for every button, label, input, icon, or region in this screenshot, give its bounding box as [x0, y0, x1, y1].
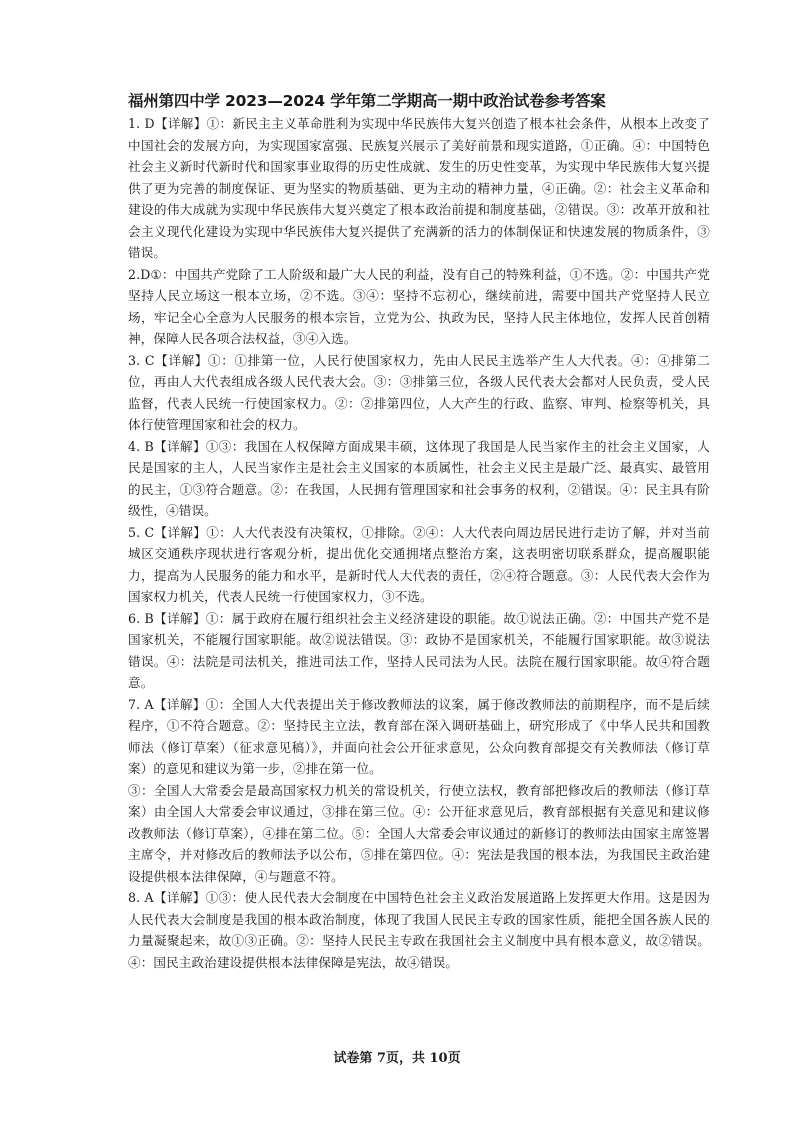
answer-paragraph: 6. B【详解】①：属于政府在履行组织社会主义经济建设的职能。故①说法正确。②：中国共产党不是国家机关，不能履行国家职能。故②说法错误。③：政协不是国家机关，不能履行国家职能。故③说法错误。④：法院是司法机关，推进司法工作，坚持人民司法为人民。法院在履行国家职能。故④符合题意。 — [128, 610, 710, 690]
answer-item-1 — [128, 113, 710, 264]
answer-paragraph: 2.D①：中国共产党除了工人阶级和最广大人民的利益，没有自己的特殊利益，①不选。②：中国共产党坚持人民立场这一根本立场，②不选。③④：坚持不忘初心，继续前进，需要中国共产党坚持人民立场，牢记全心全意为人民服务的根本宗旨，立党为公、执政为民，坚持人民主体地位，发挥人民首创精神，保障人民各项合法权益，③④入选。 — [128, 266, 710, 346]
answer-item-6 — [128, 608, 710, 694]
answer-paragraph: ③：全国人大常委会是最高国家权力机关的常设机关，行使立法权，教育部把修改后的教师法（修订草案）由全国人大常委会审议通过，③排在第三位。④：公开征求意见后，教育部根据有关意见和建议修改教师法（修订草案），④排在第二位。⑤：全国人大常委会审议通过的新修订的教师法由国家主席签署主席令，并对修改后的教师法予以公布，⑤排在第四位。④：宪法是我国的根本法，为我国民主政治建设提供根本法律保障，④与题意不符。 — [128, 782, 710, 884]
answer-paragraph: 7. A【详解】①：全国人大代表提出关于修改教师法的议案，属于修改教师法的前期程序，而不是后续程序，①不符合题意。②：坚持民主立法，教育部在深入调研基础上，研究形成了《中华人民共和国教师法（修订草案）（征求意见稿）》，并面向社会公开征求意见，公众向教育部提交有关教师法（修订草案）的意见和建议为第一步，②排在第一位。 — [128, 696, 710, 776]
page-footer: 试卷第 7页，共 10页 — [333, 1051, 461, 1066]
answer-sheet-page — [128, 90, 710, 973]
answer-paragraph: 5. C【详解】①：人大代表没有决策权，①排除。②④：人大代表向周边居民进行走访了解，并对当前城区交通秩序现状进行客观分析，提出优化交通拥堵点整治方案，这表明密切联系群众，提高履职能力，提高为人民服务的能力和水平，是新时代人大代表的责任，②④符合题意。③：人民代表大会作为国家权力机关，代表人民统一行使国家权力，③不选。 — [128, 524, 710, 604]
answer-item-8 — [128, 887, 710, 973]
answer-item-4 — [128, 436, 710, 522]
answer-item-2 — [128, 264, 710, 350]
answer-paragraph: 3. C【详解】①：①排第一位，人民行使国家权力，先由人民民主选举产生人大代表。④：④排第二位，再由人大代表组成各级人民代表大会。③：③排第三位，各级人民代表大会都对人民负责，受人民监督，代表人民统一行使国家权力。②：②排第四位，人大产生的行政、监察、审判、检察等机关，具体行使管理国家和社会的权力。 — [128, 352, 710, 432]
answer-item-3 — [128, 350, 710, 436]
answer-paragraph: 8. A【详解】①③：使人民代表大会制度在中国特色社会主义政治发展道路上发挥更大作用。这是因为人民代表大会制度是我国的根本政治制度，体现了我国人民民主专政的国家性质，能把全国各族人民的力量凝聚起来，故①③正确。②：坚持人民民主专政在我国社会主义制度中具有根本意义，故②错误。④：国民主政治建设提供根本法律保障是宪法，故④错误。 — [128, 890, 710, 970]
document-title: 福州第四中学 2023—2024 学年第二学期高一期中政治试卷参考答案 — [128, 92, 606, 110]
answer-item-5 — [128, 522, 710, 608]
answer-item-7 — [128, 694, 710, 888]
answer-paragraph: 4. B【详解】①③：我国在人权保障方面成果丰硕，这体现了我国是人民当家作主的社会主义国家，人民是国家的主人，人民当家作主是社会主义国家的本质属性，社会主义民主是最广泛、最真实、最管用的民主，①③符合题意。②：在我国，人民拥有管理国家和社会事务的权利，②错误。④：民主具有阶级性，④错误。 — [128, 438, 710, 518]
answer-paragraph: 1. D【详解】①：新民主主义革命胜利为实现中华民族伟大复兴创造了根本社会条件，从根本上改变了中国社会的发展方向，为实现国家富强、民族复兴展示了美好前景和现实道路，①正确。④：中国特色社会主义新时代新时代和国家事业取得的历史性成就、发生的历史性变革，为实现中华民族伟大复兴提供了更为完善的制度保证、更为坚实的物质基础、更为主动的精神力量，④正确。②：社会主义革命和建设的伟大成就为实现中华民族伟大复兴奠定了根本政治前提和制度基础，②错误。③：改革开放和社会主义现代化建设为实现中华民族伟大复兴提供了充满新的活力的体制保证和快速发展的物质条件，③错误。 — [128, 116, 710, 260]
